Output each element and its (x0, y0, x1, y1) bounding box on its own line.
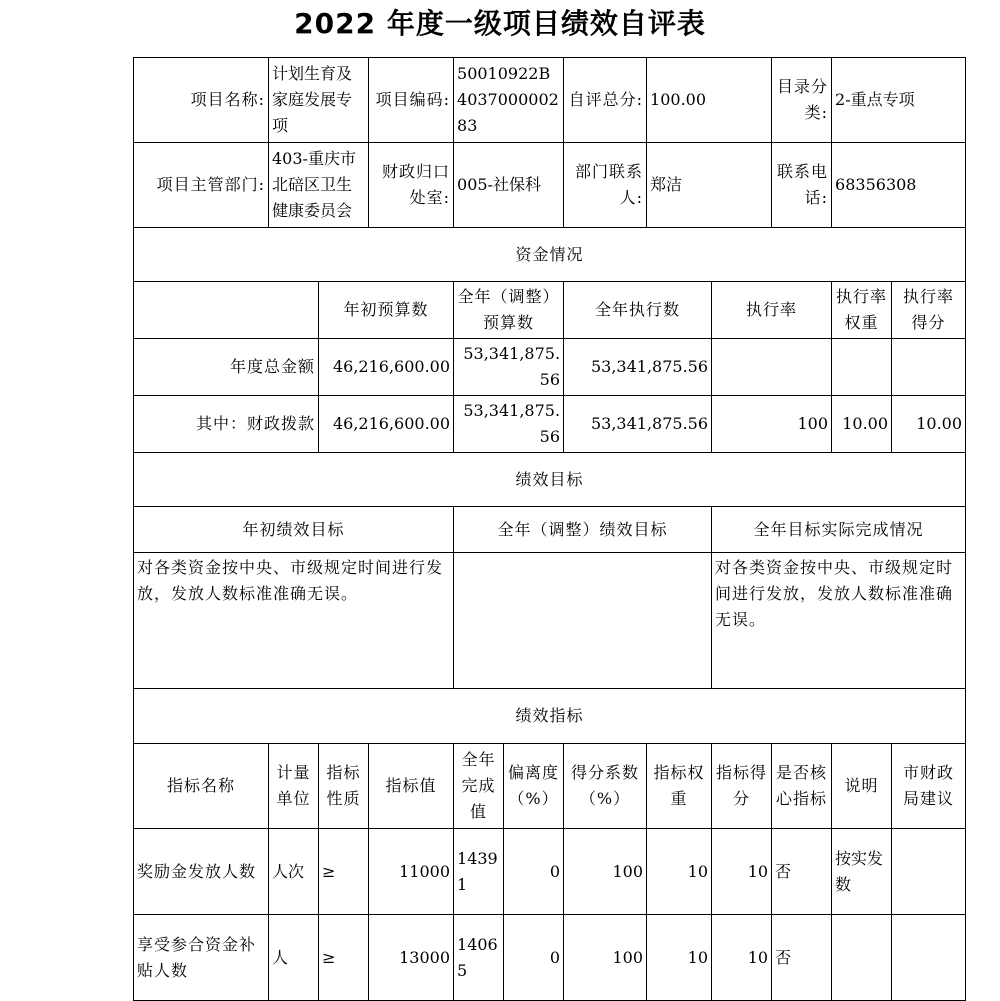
phone-value: 68356308 (832, 143, 966, 228)
goals-adjusted-text (454, 553, 712, 689)
contact-label: 部门联系人: (564, 143, 647, 228)
funds-header-weight: 执行率权重 (832, 282, 892, 339)
funds-weight-value (832, 339, 892, 396)
phone-label: 联系电话: (772, 143, 832, 228)
project-code-value: 50010922B403700000283 (454, 58, 564, 143)
goals-actual-text: 对各类资金按中央、市级规定时间进行发放，发放人数标准准确无误。 (712, 553, 966, 689)
goals-header-actual: 全年目标实际完成情况 (712, 507, 966, 553)
indicator-actual: 14391 (454, 829, 504, 915)
indicator-deviation: 0 (504, 829, 564, 915)
funds-rate-value: 100 (712, 396, 832, 453)
indicator-header: 全年完成值 (454, 744, 504, 829)
indicator-header: 得分系数（%） (564, 744, 647, 829)
funds-section-row (134, 228, 966, 282)
indicators-header-row (134, 744, 966, 829)
total-score-value: 100.00 (647, 58, 772, 143)
indicator-coef: 100 (564, 829, 647, 915)
funds-header-score: 执行率得分 (892, 282, 966, 339)
indicator-header: 计量单位 (269, 744, 319, 829)
funds-rate-value (712, 339, 832, 396)
indicator-deviation: 0 (504, 915, 564, 1001)
goals-content-row (134, 553, 966, 689)
goals-section-row (134, 453, 966, 507)
indicator-header: 指标权重 (647, 744, 712, 829)
catalog-label: 目录分类: (772, 58, 832, 143)
indicator-name: 奖励金发放人数 (134, 829, 269, 915)
project-name-value: 计划生育及家庭发展专项 (269, 58, 369, 143)
goals-section-title: 绩效目标 (134, 453, 966, 507)
project-code-label: 项目编码: (369, 58, 454, 143)
indicator-header: 指标性质 (319, 744, 369, 829)
funds-row-label: 年度总金额 (134, 339, 319, 396)
indicator-core: 否 (772, 915, 832, 1001)
indicator-score: 10 (712, 915, 772, 1001)
indicator-note (832, 915, 892, 1001)
indicators-section-title: 绩效指标 (134, 689, 966, 744)
indicator-coef: 100 (564, 915, 647, 1001)
catalog-value: 2-重点专项 (832, 58, 966, 143)
indicator-advice (892, 829, 966, 915)
funds-score-value: 10.00 (892, 396, 966, 453)
goals-header-row (134, 507, 966, 553)
indicator-header: 指标值 (369, 744, 454, 829)
total-score-label: 自评总分: (564, 58, 647, 143)
funds-header-adjusted: 全年（调整）预算数 (454, 282, 564, 339)
page-title: 2022 年度一级项目绩效自评表 (294, 7, 706, 40)
funds-score-value (892, 339, 966, 396)
indicator-target: 13000 (369, 915, 454, 1001)
table-row (134, 915, 966, 1001)
funds-adjusted-value: 53,341,875.56 (454, 339, 564, 396)
finance-office-value: 005-社保科 (454, 143, 564, 228)
indicator-advice (892, 915, 966, 1001)
funds-header-row (134, 282, 966, 339)
funds-weight-value: 10.00 (832, 396, 892, 453)
indicator-header: 市财政局建议 (892, 744, 966, 829)
funds-section-title: 资金情况 (134, 228, 966, 282)
project-name-label: 项目名称: (134, 58, 269, 143)
indicator-header: 偏离度（%） (504, 744, 564, 829)
funds-header-blank (134, 282, 319, 339)
indicator-actual: 14065 (454, 915, 504, 1001)
finance-office-label: 财政归口处室: (369, 143, 454, 228)
indicator-weight: 10 (647, 829, 712, 915)
indicator-target: 11000 (369, 829, 454, 915)
indicator-nature: ≥ (319, 915, 369, 1001)
funds-adjusted-value: 53,341,875.56 (454, 396, 564, 453)
funds-initial-value: 46,216,600.00 (319, 396, 454, 453)
funds-row-total (134, 339, 966, 396)
indicator-unit: 人 (269, 915, 319, 1001)
info-row-2 (134, 143, 966, 228)
indicator-header: 说明 (832, 744, 892, 829)
goals-header-adjusted: 全年（调整）绩效目标 (454, 507, 712, 553)
indicator-nature: ≥ (319, 829, 369, 915)
indicator-name: 享受参合资金补贴人数 (134, 915, 269, 1001)
funds-header-executed: 全年执行数 (564, 282, 712, 339)
indicator-unit: 人次 (269, 829, 319, 915)
self-evaluation-table (133, 57, 966, 1001)
info-row-1 (134, 58, 966, 143)
dept-label: 项目主管部门: (134, 143, 269, 228)
indicator-note: 按实发数 (832, 829, 892, 915)
funds-executed-value: 53,341,875.56 (564, 339, 712, 396)
goals-initial-text: 对各类资金按中央、市级规定时间进行发放，发放人数标准准确无误。 (134, 553, 454, 689)
indicator-header: 指标得分 (712, 744, 772, 829)
funds-executed-value: 53,341,875.56 (564, 396, 712, 453)
contact-value: 郑洁 (647, 143, 772, 228)
goals-header-initial: 年初绩效目标 (134, 507, 454, 553)
funds-row-fiscal (134, 396, 966, 453)
funds-initial-value: 46,216,600.00 (319, 339, 454, 396)
indicator-weight: 10 (647, 915, 712, 1001)
indicator-core: 否 (772, 829, 832, 915)
indicator-score: 10 (712, 829, 772, 915)
table-row (134, 829, 966, 915)
funds-header-rate: 执行率 (712, 282, 832, 339)
funds-header-initial: 年初预算数 (319, 282, 454, 339)
dept-value: 403-重庆市北碚区卫生健康委员会 (269, 143, 369, 228)
indicator-header: 是否核心指标 (772, 744, 832, 829)
indicator-header: 指标名称 (134, 744, 269, 829)
indicators-section-row (134, 689, 966, 744)
funds-row-label: 其中：财政拨款 (134, 396, 319, 453)
